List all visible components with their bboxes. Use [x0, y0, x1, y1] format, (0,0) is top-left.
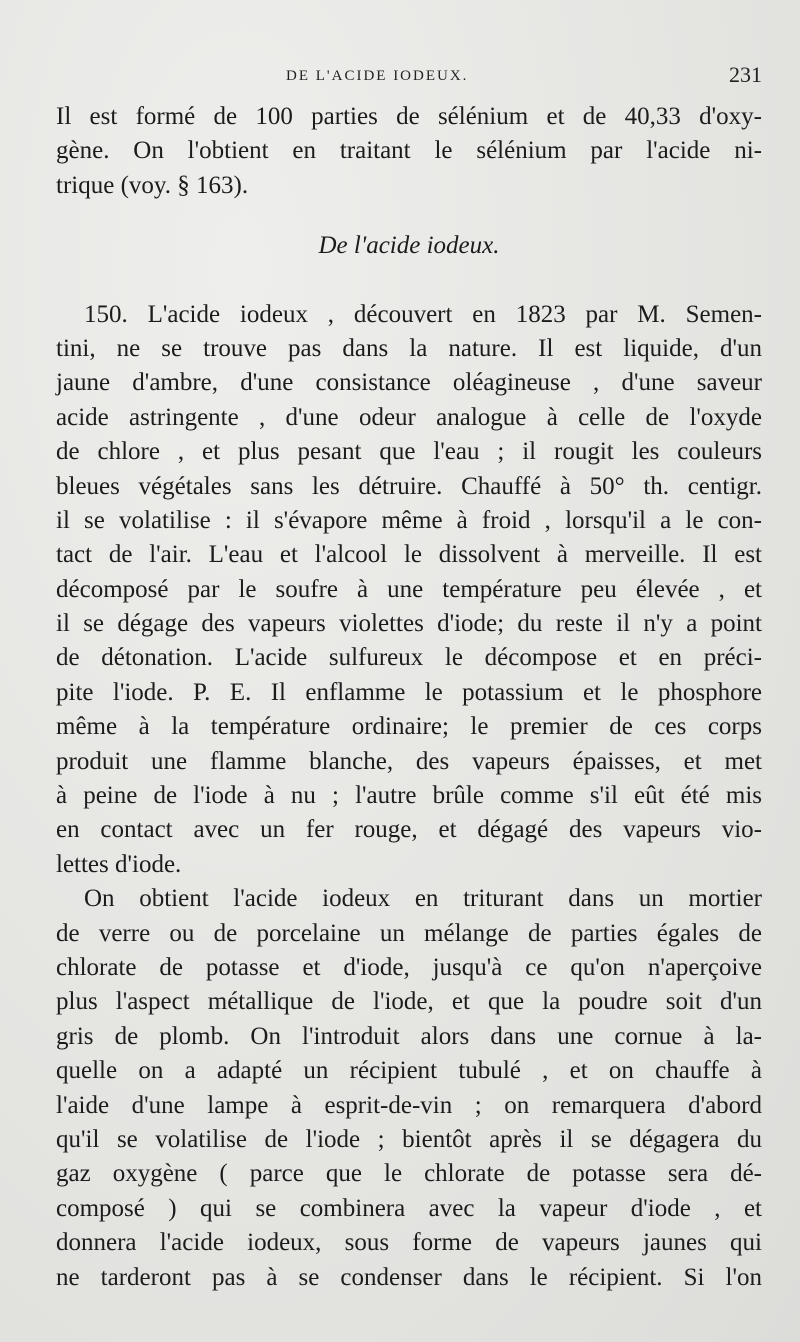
text-line: de verre ou de porcelaine un mélange de parties égales de — [56, 919, 762, 947]
text-line: composé ) qui se combinera avec la vapeur d'iode , et — [56, 1194, 762, 1222]
section-title: De l'acide iodeux. — [318, 232, 500, 260]
text-line: quelle on a adapté un récipient tubulé , et on chauffe à — [56, 1057, 762, 1085]
text-line: ne tarderont pas à se condenser dans le récipient. Si l'on — [56, 1263, 762, 1291]
intro-paragraph — [56, 100, 762, 203]
text-line: à peine de l'iode à nu ; l'autre brûle comme s'il eût été mis — [56, 782, 762, 810]
text-line: gaz oxygène ( parce que le chlorate de potasse sera dé- — [56, 1160, 762, 1188]
text-line: chlorate de potasse et d'iode, jusqu'à ce qu'on n'aperçoive — [56, 953, 762, 981]
text-line: tact de l'air. L'eau et l'alcool le dissolvent à merveille. Il est — [56, 541, 762, 569]
paragraph-preparation — [56, 882, 762, 1295]
running-head: DE L'ACIDE IODEUX. — [286, 68, 469, 84]
text-line: de détonation. L'acide sulfureux le décompose et en préci- — [56, 644, 762, 672]
text-line: en contact avec un fer rouge, et dégagé des vapeurs vio- — [56, 816, 762, 844]
text-line: trique (voy. § 163). — [56, 171, 249, 199]
text-line: Il est formé de 100 parties de sélénium et de 40,33 d'oxy- — [56, 103, 762, 130]
text-line: 150. L'acide iodeux , découvert en 1823 par M. Semen- — [84, 300, 762, 328]
text-line: pite l'iode. P. E. Il enflamme le potassium et le phosphore — [56, 678, 762, 706]
text-line: il se dégage des vapeurs violettes d'iode; du reste il n'y a point — [56, 610, 762, 638]
text-line: jaune d'ambre, d'une consistance oléagineuse , d'une saveur — [56, 369, 762, 397]
text-line: l'aide d'une lampe à esprit-de-vin ; on remarquera d'abord — [56, 1091, 762, 1119]
paragraph-150 — [56, 298, 762, 883]
text-line: acide astringente , d'une odeur analogue à celle de l'oxyde — [56, 403, 762, 431]
text-line: bleues végétales sans les détruire. Chauffé à 50° th. centigr. — [56, 472, 762, 500]
text-line: lettes d'iode. — [56, 850, 182, 878]
page-number: 231 — [729, 62, 762, 87]
text-line: gris de plomb. On l'introduit alors dans une cornue à la- — [56, 1022, 762, 1050]
text-line: qu'il se volatilise de l'iode ; bientôt après il se dégagera du — [56, 1125, 762, 1153]
text-line: On obtient l'acide iodeux en triturant dans un mortier — [84, 885, 762, 913]
text-line: même à la température ordinaire; le premier de ces corps — [56, 713, 762, 741]
text-line: de chlore , et plus pesant que l'eau ; il rougit les couleurs — [56, 438, 762, 466]
text-line: produit une flamme blanche, des vapeurs épaisses, et met — [56, 747, 762, 775]
text-line: décomposé par le soufre à une température peu élevée , et — [56, 575, 762, 603]
text-line: gène. On l'obtient en traitant le sélénium par l'acide ni- — [56, 137, 762, 165]
text-line: donnera l'acide iodeux, sous forme de vapeurs jaunes qui — [56, 1229, 762, 1257]
text-line: il se volatilise : il s'évapore même à froid , lorsqu'il a le con- — [56, 506, 762, 534]
body-text — [56, 100, 762, 1295]
text-line: tini, ne se trouve pas dans la nature. Il est liquide, d'un — [56, 334, 762, 362]
page-header — [56, 64, 762, 92]
text-line: plus l'aspect métallique de l'iode, et que la poudre soit d'un — [56, 988, 762, 1016]
